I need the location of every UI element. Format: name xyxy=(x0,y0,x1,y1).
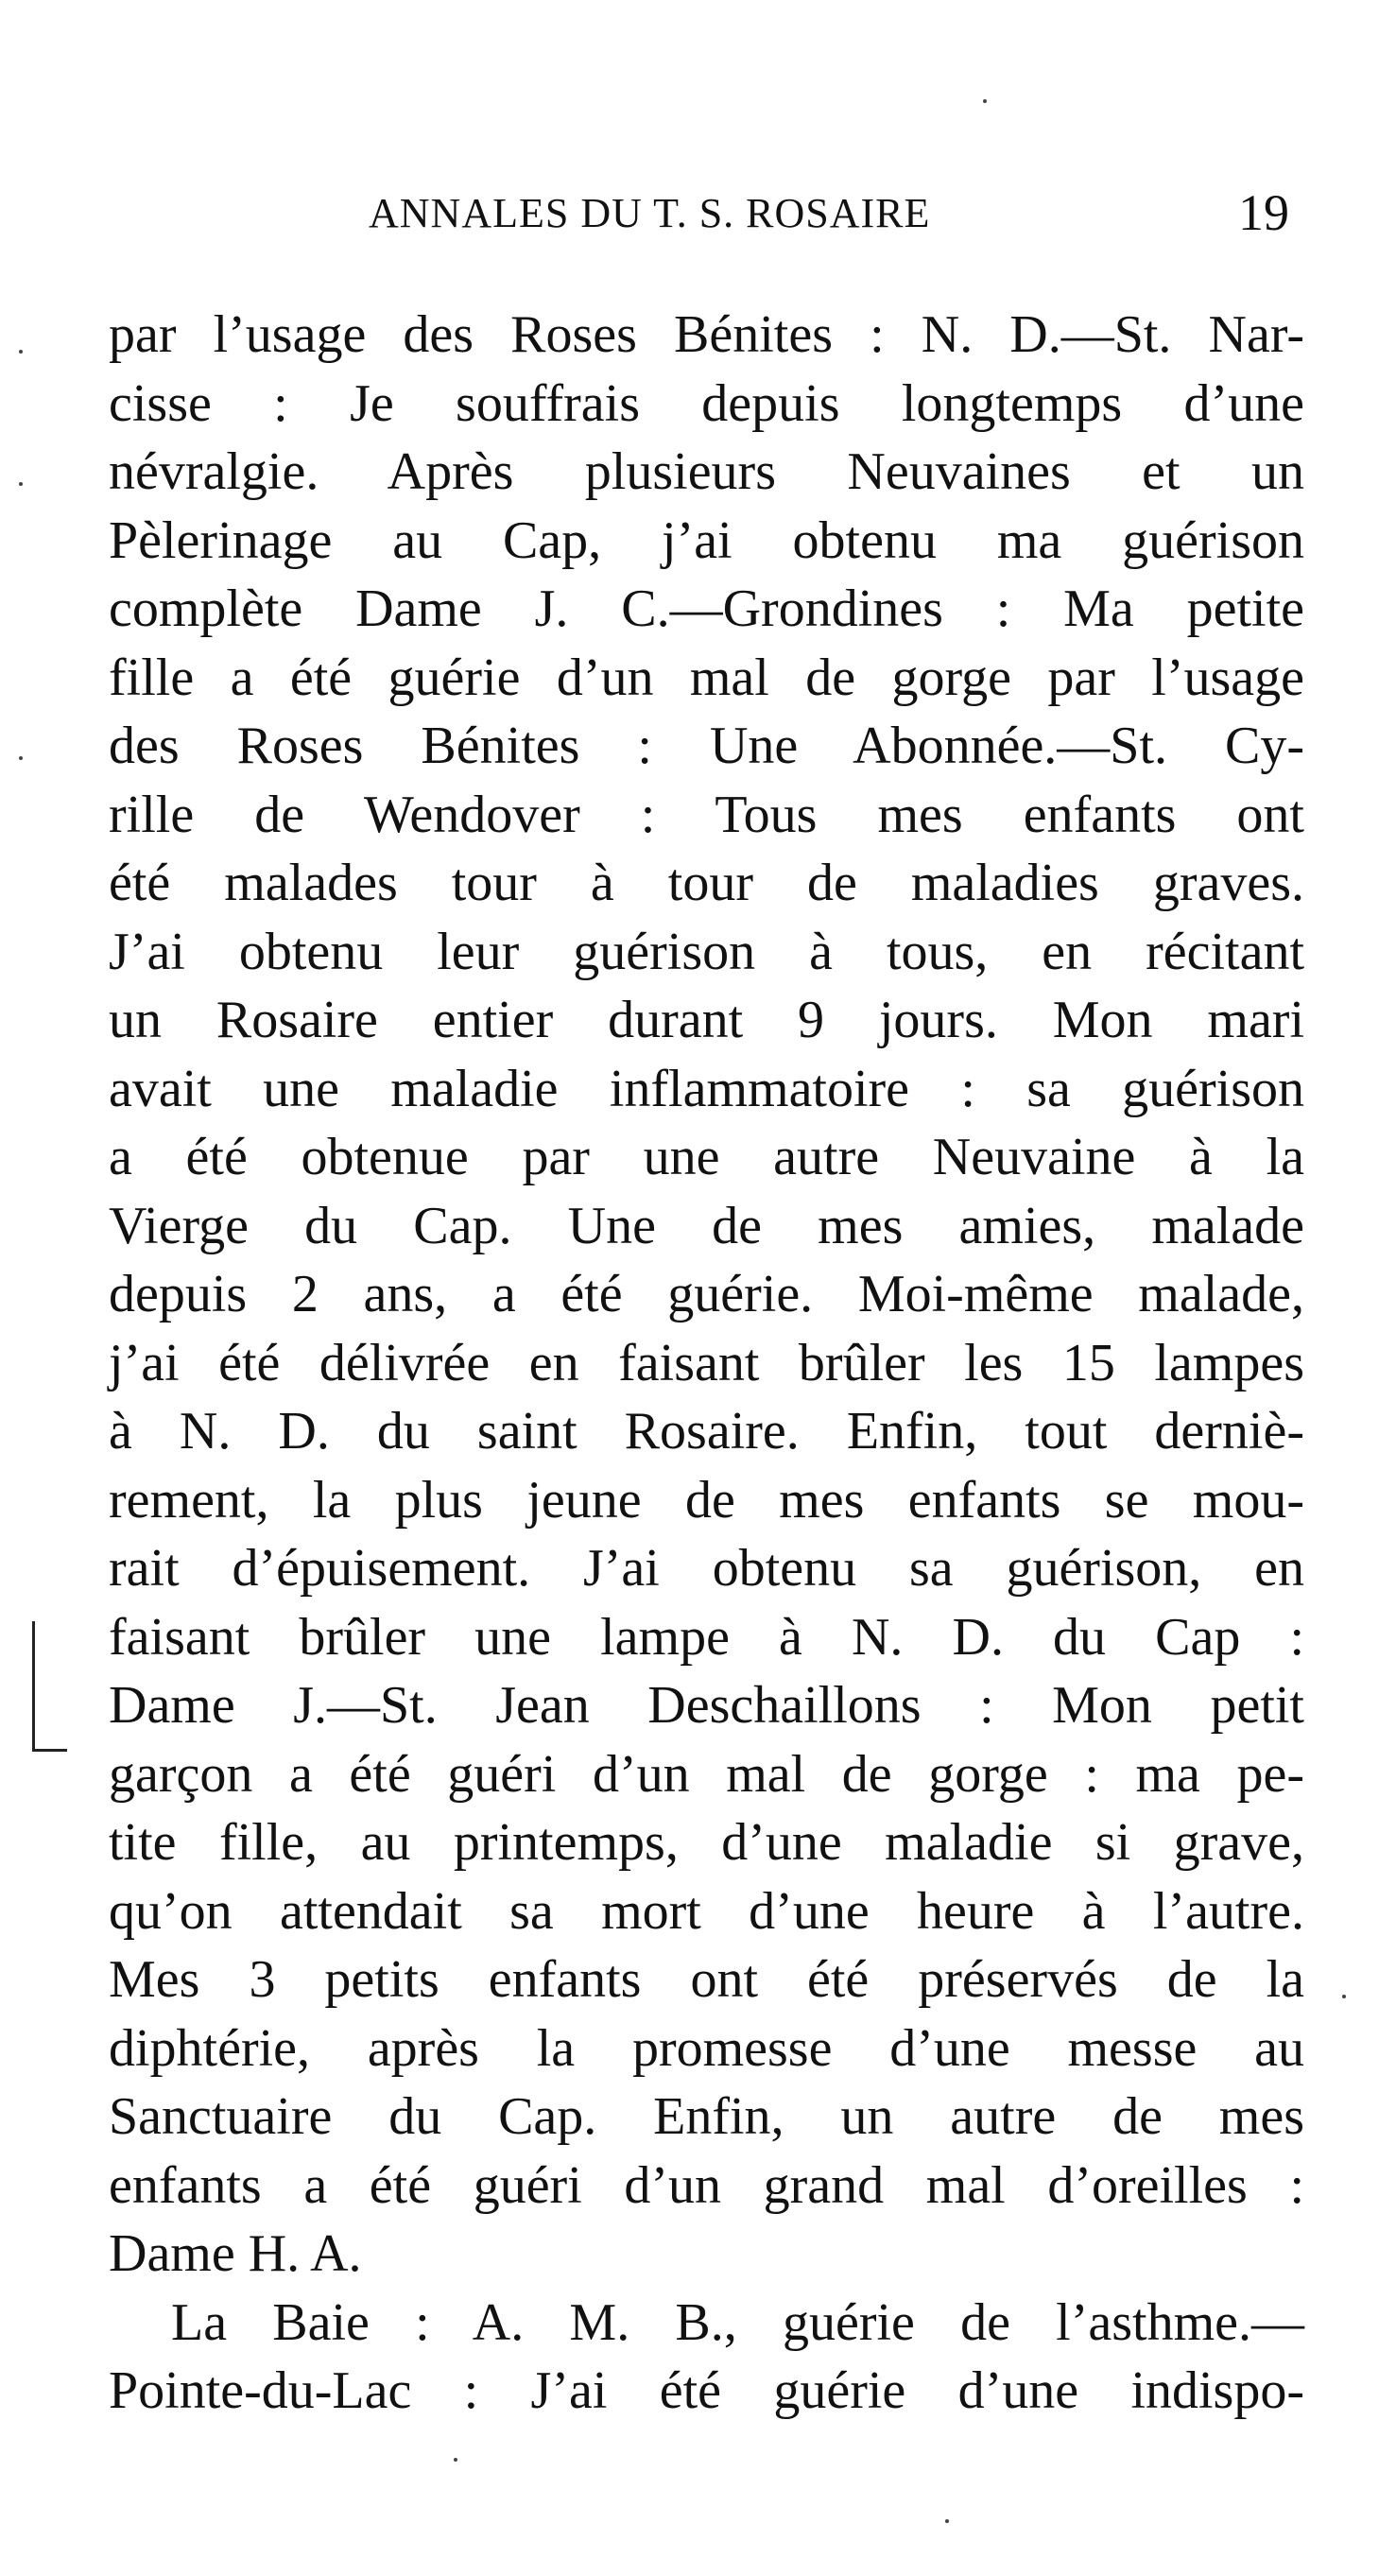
text-line: j’ai été délivrée en faisant brûler les 15 lampes xyxy=(109,1333,1304,1392)
text-line: Pointe-du-Lac : J’ai été guérie d’une indispo- xyxy=(109,2361,1304,2420)
print-speck xyxy=(945,2519,949,2523)
margin-bracket-mark xyxy=(32,1621,67,1752)
text-line: J’ai obtenu leur guérison à tous, en récitant xyxy=(109,922,1304,981)
body-text xyxy=(109,301,1304,2426)
print-speck xyxy=(1342,1995,1346,1998)
text-line: complète Dame J. C.—Grondines : Ma petite xyxy=(109,579,1304,638)
print-speck xyxy=(19,350,23,354)
text-line: qu’on attendait sa mort d’une heure à l’autre. xyxy=(109,1881,1304,1941)
text-line: avait une maladie inflammatoire : sa guérison xyxy=(109,1059,1304,1118)
text-line: à N. D. du saint Rosaire. Enfin, tout derniè- xyxy=(109,1402,1304,1461)
paragraph-2 xyxy=(109,2289,1304,2426)
text-line: Sanctuaire du Cap. Enfin, un autre de mes xyxy=(109,2087,1304,2146)
text-line: des Roses Bénites : Une Abonnée.—St. Cy- xyxy=(109,717,1304,775)
text-line: rement, la plus jeune de mes enfants se mou- xyxy=(109,1470,1304,1530)
running-head xyxy=(0,180,1396,246)
text-line: été malades tour à tour de maladies graves. xyxy=(109,854,1304,912)
text-line: fille a été guérie d’un mal de gorge par l’usage xyxy=(109,648,1304,707)
text-line: Vierge du Cap. Une de mes amies, malade xyxy=(109,1196,1304,1255)
text-line: garçon a été guéri d’un mal de gorge : ma pe- xyxy=(109,1744,1304,1804)
text-line: rille de Wendover : Tous mes enfants ont xyxy=(109,785,1304,844)
print-speck xyxy=(983,99,987,103)
page-number: 19 xyxy=(1238,184,1289,241)
text-line: a été obtenue par une autre Neuvaine à la xyxy=(109,1128,1304,1186)
text-line: Dame J.—St. Jean Deschaillons : Mon petit xyxy=(109,1676,1304,1735)
text-line: Dame H. A. xyxy=(109,2224,362,2283)
text-line: Mes 3 petits enfants ont été préservés de la xyxy=(109,1950,1304,2009)
text-line: par l’usage des Roses Bénites : N. D.—St. Nar- xyxy=(109,305,1304,364)
text-line: depuis 2 ans, a été guérie. Moi-même malade, xyxy=(109,1265,1304,1323)
print-speck xyxy=(19,482,23,486)
text-line: cisse : Je souffrais depuis longtemps d’une xyxy=(109,373,1304,433)
text-line: Pèlerinage au Cap, j’ai obtenu ma guérison xyxy=(109,510,1304,570)
text-line: rait d’épuisement. J’ai obtenu sa guérison, en xyxy=(109,1539,1304,1598)
text-line: diphtérie, après la promesse d’une messe au xyxy=(109,2018,1304,2078)
text-line: tite fille, au printemps, d’une maladie si grave, xyxy=(109,1813,1304,1872)
paragraph-1 xyxy=(109,301,1304,2289)
text-line: faisant brûler une lampe à N. D. du Cap : xyxy=(109,1607,1304,1667)
text-line: enfants a été guéri d’un grand mal d’oreilles : xyxy=(109,2155,1304,2215)
running-head-title: ANNALES DU T. S. ROSAIRE xyxy=(369,190,931,236)
print-speck xyxy=(19,756,23,760)
text-line: un Rosaire entier durant 9 jours. Mon mari xyxy=(109,991,1304,1049)
text-line: névralgie. Après plusieurs Neuvaines et un xyxy=(109,442,1304,501)
print-speck xyxy=(454,2458,457,2462)
text-line: La Baie : A. M. B., guérie de l’asthme.— xyxy=(171,2292,1304,2352)
